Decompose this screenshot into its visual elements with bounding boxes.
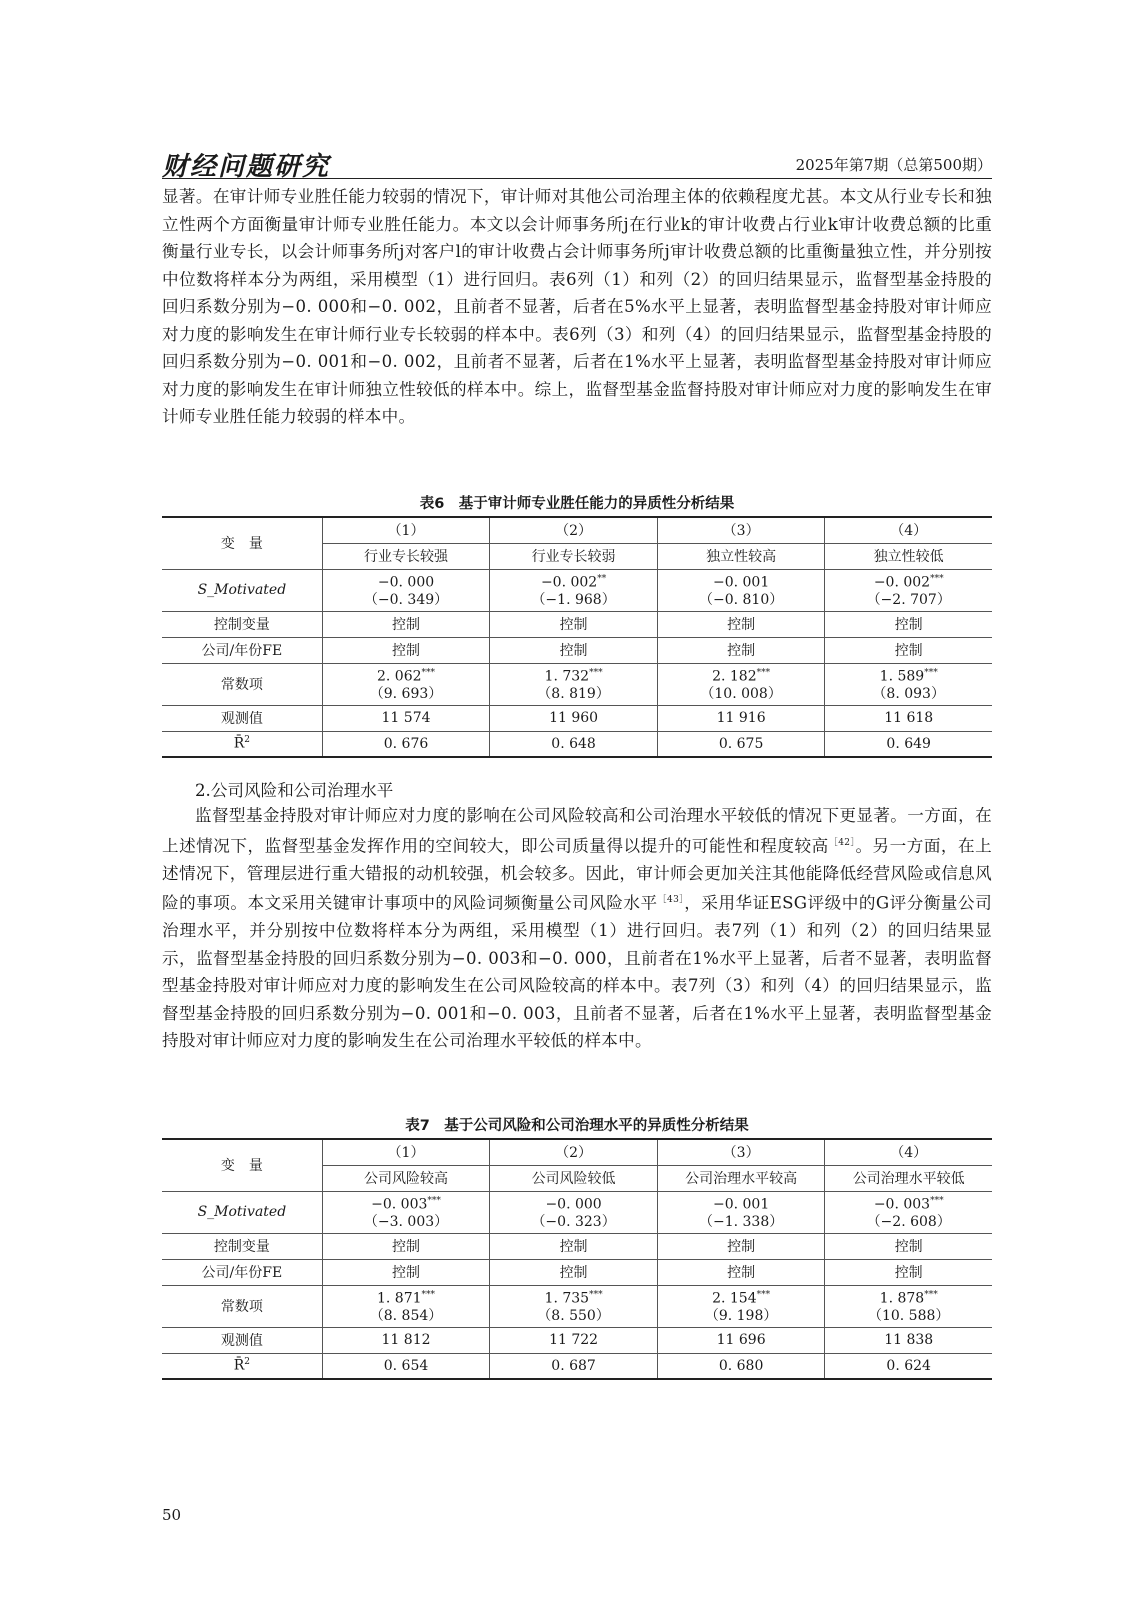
issue-info: 2025年第7期（总第500期） — [795, 156, 992, 174]
variable-s-motivated: S_Motivated — [162, 569, 322, 611]
column-number: （4） — [825, 1139, 992, 1165]
variable-s-motivated: S_Motivated — [162, 1191, 322, 1233]
r2-symbol: R̄ — [233, 1358, 245, 1375]
t-statistic: （8. 550） — [537, 1307, 610, 1324]
t-statistic: （−0. 810） — [698, 591, 784, 608]
value-cell: 控制 — [825, 1259, 992, 1285]
citation-43: ［43］ — [657, 895, 685, 906]
coefficient-cell — [657, 1285, 825, 1327]
page-number: 50 — [162, 1506, 182, 1524]
value-cell: 控制 — [490, 637, 658, 663]
coefficient-cell — [490, 663, 658, 705]
value-cell: 11 838 — [825, 1327, 992, 1353]
t-statistic: （9. 693） — [369, 685, 443, 702]
r2-superscript: 2 — [244, 1357, 251, 1368]
r2-superscript: 2 — [244, 735, 251, 746]
column-number: （3） — [657, 517, 825, 543]
coefficient-value: 1. 732 — [544, 668, 590, 685]
value-cell: 0. 676 — [322, 731, 490, 757]
coefficient-cell — [322, 663, 490, 705]
paper-page — [162, 0, 992, 1600]
t-statistic: （−2. 608） — [866, 1213, 951, 1230]
variable-fixed-effects: 公司/年份FE — [162, 1259, 322, 1285]
coefficient-value: 1. 878 — [879, 1290, 925, 1307]
t-statistic: （10. 008） — [700, 685, 782, 702]
value-cell: 控制 — [657, 611, 825, 637]
column-number: （2） — [490, 1139, 658, 1165]
t-statistic: （−0. 349） — [363, 591, 449, 608]
significance-stars: *** — [930, 574, 944, 585]
coefficient-cell — [825, 1191, 992, 1233]
t-statistic: （−0. 323） — [531, 1213, 616, 1230]
coefficient-value: −0. 003 — [371, 1196, 428, 1213]
significance-stars: *** — [589, 1290, 603, 1301]
variable-controls: 控制变量 — [162, 1233, 322, 1259]
variable-observations: 观测值 — [162, 1327, 322, 1353]
variable-constant: 常数项 — [162, 663, 322, 705]
coefficient-value: −0. 003 — [873, 1196, 931, 1213]
coefficient-value: 1. 735 — [544, 1290, 590, 1307]
body-paragraph-1: 显著。在审计师专业胜任能力较弱的情况下，审计师对其他公司治理主体的依赖程度尤甚。本文从行业专长和独立性两个方面衡量审计师专业胜任能力。本文以会计师事务所j在行业k的审计收费占行业k审计收费总额的比重衡量行业专长，以会计师事务所j对客户l的审计收费占会计师事务所j审计收费总额的比重衡量独立性，并分别按中位数将样本分为两组，采用模型（1）进行回归。表6列（1）和列（2）的回归结果显示，监督型基金持股的回归系数分别为−0. 000和−0. 002，且前者不显著，后者在5%水平上显著，表明监督型基金持股对审计师应对力度的影响发生在审计师行业专长较弱的样本中。表6列（3）和列（4）的回归结果显示，监督型基金持股的回归系数分别为−0. 001和−0. 002，且前者不显著，后者在1%水平上显著，表明监督型基金持股对审计师应对力度的影响发生在审计师独立性较低的样本中。综上，监督型基金监督持股对审计师应对力度的影响发生在审计师专业胜任能力较弱的样本中。 — [162, 187, 992, 426]
column-name: 独立性较高 — [657, 543, 825, 569]
variable-fixed-effects: 公司/年份FE — [162, 637, 322, 663]
value-cell: 控制 — [657, 1259, 825, 1285]
variable-constant: 常数项 — [162, 1285, 322, 1327]
column-number: （3） — [657, 1139, 825, 1165]
significance-stars: *** — [421, 668, 436, 679]
variable-header: 变 量 — [162, 1139, 322, 1191]
value-cell: 控制 — [657, 637, 825, 663]
value-cell: 控制 — [322, 611, 490, 637]
coefficient-cell — [322, 1191, 490, 1233]
significance-stars: *** — [421, 1290, 436, 1301]
value-cell: 11 960 — [490, 705, 658, 731]
variable-controls: 控制变量 — [162, 611, 322, 637]
coefficient-cell — [657, 663, 825, 705]
value-cell: 11 574 — [322, 705, 490, 731]
coefficient-value: 2. 182 — [712, 668, 757, 685]
significance-stars: ** — [597, 574, 607, 585]
coefficient-value: 1. 589 — [879, 668, 925, 685]
coefficient-value: −0. 002 — [540, 574, 598, 591]
body-paragraph-2 — [162, 802, 992, 1055]
value-cell: 11 916 — [657, 705, 825, 731]
journal-logo: 财经问题研究 — [162, 152, 331, 182]
variable-adj-r2 — [162, 1353, 322, 1379]
coefficient-cell — [825, 663, 992, 705]
value-cell: 控制 — [825, 1233, 992, 1259]
column-number: （2） — [490, 517, 658, 543]
value-cell: 0. 675 — [657, 731, 825, 757]
value-cell: 0. 648 — [490, 731, 658, 757]
coefficient-cell — [657, 1191, 825, 1233]
value-cell: 控制 — [657, 1233, 825, 1259]
coefficient-value: −0. 001 — [712, 1196, 770, 1213]
column-name: 公司风险较高 — [322, 1165, 490, 1191]
coefficient-cell — [825, 569, 992, 611]
value-cell: 控制 — [825, 611, 992, 637]
value-cell: 控制 — [322, 1233, 490, 1259]
variable-adj-r2 — [162, 731, 322, 757]
value-cell: 0. 654 — [322, 1353, 490, 1379]
t-statistic: （8. 854） — [369, 1307, 443, 1324]
t-statistic: （10. 588） — [867, 1307, 950, 1324]
significance-stars: *** — [427, 1196, 441, 1207]
value-cell: 11 696 — [657, 1327, 825, 1353]
column-number: （1） — [322, 517, 490, 543]
coefficient-cell — [322, 1285, 490, 1327]
coefficient-cell — [657, 569, 825, 611]
coefficient-value: −0. 000 — [545, 1196, 602, 1213]
value-cell: 控制 — [322, 1259, 490, 1285]
value-cell: 控制 — [490, 1259, 658, 1285]
value-cell: 0. 680 — [657, 1353, 825, 1379]
value-cell: 11 618 — [825, 705, 992, 731]
significance-stars: *** — [589, 668, 603, 679]
column-number: （4） — [825, 517, 992, 543]
table7-title: 表7 基于公司风险和公司治理水平的异质性分析结果 — [405, 1118, 749, 1134]
coefficient-value: 1. 871 — [377, 1290, 422, 1307]
table7 — [162, 1138, 992, 1380]
t-statistic: （−3. 003） — [363, 1213, 449, 1230]
coefficient-cell — [490, 1191, 658, 1233]
coefficient-cell — [490, 569, 658, 611]
value-cell: 控制 — [490, 1233, 658, 1259]
t-statistic: （−1. 338） — [698, 1213, 784, 1230]
column-number: （1） — [322, 1139, 490, 1165]
table6 — [162, 516, 992, 758]
coefficient-value: 2. 062 — [377, 668, 422, 685]
variable-header: 变 量 — [162, 517, 322, 569]
value-cell: 11 722 — [490, 1327, 658, 1353]
coefficient-value: −0. 000 — [377, 574, 435, 591]
column-name: 行业专长较弱 — [490, 543, 658, 569]
variable-observations: 观测值 — [162, 705, 322, 731]
running-header — [162, 150, 992, 182]
coefficient-cell — [322, 569, 490, 611]
section-subheading: 2.公司风险和公司治理水平 — [195, 781, 394, 800]
t-statistic: （−1. 968） — [531, 591, 616, 608]
value-cell: 0. 649 — [825, 731, 992, 757]
significance-stars: *** — [924, 668, 938, 679]
coefficient-cell — [825, 1285, 992, 1327]
table6-title: 表6 基于审计师专业胜任能力的异质性分析结果 — [419, 496, 735, 512]
value-cell: 控制 — [322, 637, 490, 663]
significance-stars: *** — [930, 1196, 944, 1207]
value-cell: 控制 — [825, 637, 992, 663]
coefficient-value: −0. 002 — [873, 574, 931, 591]
t-statistic: （8. 093） — [872, 685, 945, 702]
significance-stars: *** — [756, 1290, 771, 1301]
t-statistic: （9. 198） — [704, 1307, 778, 1324]
value-cell: 0. 624 — [825, 1353, 992, 1379]
column-name: 公司治理水平较低 — [825, 1165, 992, 1191]
t-statistic: （8. 819） — [537, 685, 610, 702]
significance-stars: *** — [756, 668, 771, 679]
r2-symbol: R̄ — [233, 736, 245, 753]
paragraph-2-part-c: ，采用华证ESG评级中的G评分衡量公司治理水平，并分别按中位数将样本分为两组，采用模型（1）进行回归。表7列（1）和列（2）的回归结果显示，监督型基金持股的回归系数分别为−0. 003和−0. 000，且前者在1%水平上显著，后者不显著，表明监督型基金持股对审计师应对力度的影响发生在公司风险较高的样本中。表7列（3）和列（4）的回归结果显示，监督型基金持股的回归系数分别为−0. 001和−0. 003，且前者不显著，后者在1%水平上显著，表明监督型基金持股对审计师应对力度的影响发生在公司治理水平较低的样本中。 — [162, 893, 992, 1051]
column-name: 独立性较低 — [825, 543, 992, 569]
significance-stars: *** — [924, 1290, 938, 1301]
coefficient-value: −0. 001 — [712, 574, 770, 591]
paragraph-2-part-a: 监督型基金持股对审计师应对力度的影响在公司风险较高和公司治理水平较低的情况下更显著。一方面，在上述情况下，监督型基金发挥作用的空间较大，即公司质量得以提升的可能性和程度较高 — [162, 806, 992, 856]
coefficient-cell — [490, 1285, 658, 1327]
value-cell: 0. 687 — [490, 1353, 658, 1379]
column-name: 公司风险较低 — [490, 1165, 658, 1191]
t-statistic: （−2. 707） — [866, 591, 951, 608]
paragraph-2-part-b: 。另一方面，在上述情况下，管理层进行重大错报的动机较强，机会较多。因此，审计师会更加关注其他能降低经营风险或信息风险的事项。本文采用关键审计事项中的风险词频衡量公司风险水平 — [162, 836, 993, 913]
column-name: 公司治理水平较高 — [657, 1165, 825, 1191]
coefficient-value: 2. 154 — [712, 1290, 757, 1307]
value-cell: 控制 — [490, 611, 658, 637]
citation-42: ［42］ — [828, 837, 856, 848]
column-name: 行业专长较强 — [322, 543, 490, 569]
value-cell: 11 812 — [322, 1327, 490, 1353]
